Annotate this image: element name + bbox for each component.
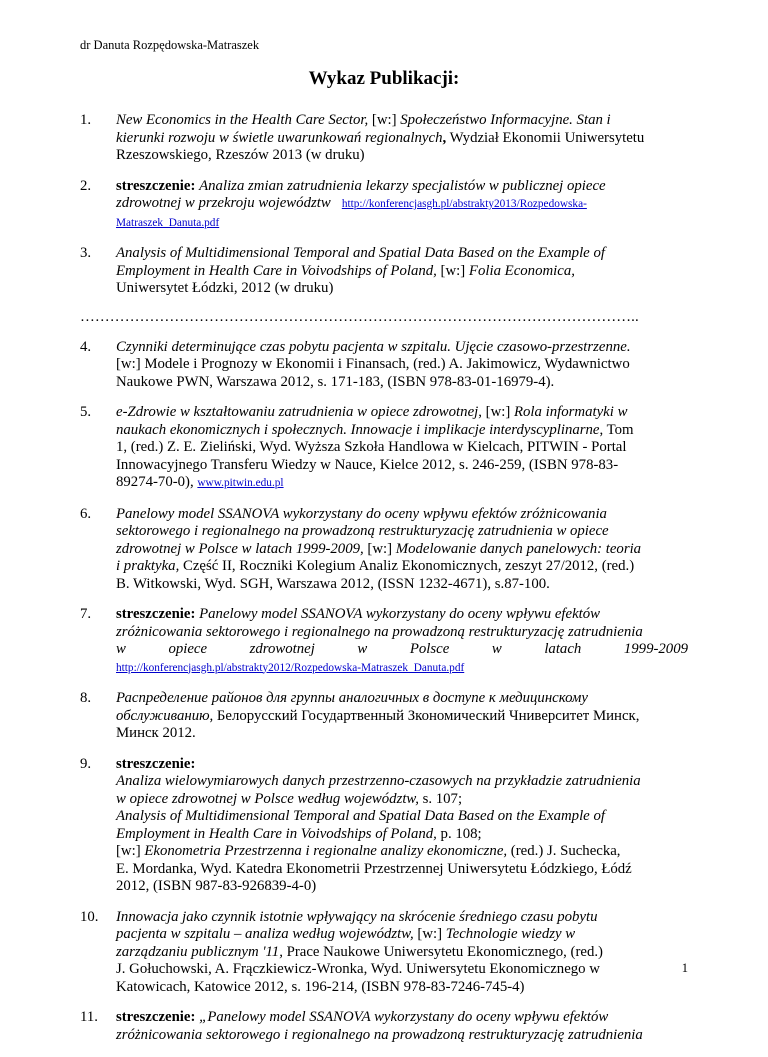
text: , bbox=[442, 129, 447, 146]
publication-item-6 bbox=[80, 506, 688, 594]
text: „Panelowy model SSANOVA wykorzystany do oceny wpływu efektów bbox=[199, 1009, 609, 1025]
text: , Tom bbox=[599, 421, 634, 438]
text: 89274-70-0), bbox=[116, 474, 198, 490]
text: Panelowy model SSANOVA wykorzystany do oceny wpływu efektów bbox=[199, 606, 601, 622]
item-number: 2. bbox=[80, 177, 92, 194]
publication-item-9 bbox=[80, 756, 688, 896]
text: [w:] bbox=[116, 843, 145, 859]
text: Wydział Ekonomii Uniwersytetu bbox=[446, 129, 645, 146]
text: обслуживанию, bbox=[116, 707, 214, 724]
item-number: 8. bbox=[80, 690, 92, 706]
text: Innowacyjnego Transferu Wiedzy w Nauce, Kielce 2012, s. 246-259, (ISBN 978-83- bbox=[116, 456, 619, 473]
item-number: 3. bbox=[80, 245, 92, 261]
text: Modelowanie danych panelowych: teoria bbox=[395, 540, 642, 557]
text: [w:] bbox=[436, 262, 469, 279]
text: Czynniki determinujące czas pobytu pacjenta w szpitalu. Ujęcie czasowo-przestrzenne. bbox=[116, 338, 631, 355]
text: p. 108; bbox=[436, 825, 482, 842]
text: Белорусский Государтвенный Зкономический Чниверситет Минск, bbox=[213, 707, 640, 724]
publication-item-11 bbox=[80, 1009, 688, 1044]
text: J. Gołuchowski, A. Frączkiewicz-Wronka, Wyd. Uniwersytetu Ekonomicznego w bbox=[116, 961, 600, 977]
text: Polsce bbox=[409, 641, 450, 657]
item-number: 1. bbox=[80, 112, 92, 128]
abstract-link[interactable]: http://konferencjasgh.pl/abstrakty2012/Rozpedowska-Matraszek_Danuta.pdf bbox=[116, 661, 465, 674]
text: w bbox=[491, 641, 502, 657]
text: Analysis of Multidimensional Temporal and Spatial Data Based on the Example of bbox=[116, 808, 605, 824]
text: kierunki rozwoju w świetle uwarunkowań regionalnych bbox=[116, 129, 443, 146]
item-number: 6. bbox=[80, 505, 92, 522]
abstract-link[interactable]: http://konferencjasgh.pl/abstrakty2013/Rozpedowska- bbox=[341, 198, 587, 210]
text: naukach ekonomicznych i społecznych. Innowacje i implikacje interdyscyplinarne bbox=[116, 421, 600, 438]
text: latach bbox=[544, 641, 582, 657]
text: Panelowy model SSANOVA wykorzystany do oceny wpływu efektów zróżnicowania bbox=[116, 505, 607, 522]
text: pacjenta w szpitalu – analiza według województw, bbox=[116, 926, 414, 942]
abstract-label: streszczenie: bbox=[116, 177, 196, 194]
item-number: 4. bbox=[80, 338, 92, 355]
item-number: 7. bbox=[80, 606, 92, 622]
text: Społeczeństwo Informacyjne. Stan i bbox=[400, 112, 611, 128]
abstract-link-cont[interactable]: Matraszek_Danuta.pdf bbox=[116, 216, 220, 229]
text: zróżnicowania sektorowego i regionalnego na prowadzoną restrukturyzację zatrudnienia bbox=[116, 623, 643, 640]
publication-item-3 bbox=[80, 245, 688, 298]
publication-item-7 bbox=[80, 606, 688, 677]
text: Analiza zmian zatrudnienia lekarzy specjalistów w publicznej opiece bbox=[199, 177, 606, 194]
publication-list bbox=[80, 112, 688, 1057]
text: Rola informatyki w bbox=[514, 404, 628, 420]
text: zdrowotnej w przekroju województw bbox=[116, 195, 331, 211]
text: , [w:] bbox=[478, 404, 514, 420]
page-number: 1 bbox=[681, 961, 688, 975]
text: zarządzaniu publicznym '11, bbox=[116, 943, 283, 960]
text: Employment in Health Care in Voivodships of Poland, bbox=[116, 262, 437, 279]
text: [w:] bbox=[363, 540, 396, 557]
text: Analysis of Multidimensional Temporal and Spatial Data Based on the Example of bbox=[116, 245, 605, 261]
publication-item-5 bbox=[80, 404, 688, 493]
publication-item-1 bbox=[80, 112, 688, 165]
page-title: Wykaz Publikacji: bbox=[308, 68, 460, 89]
text: 1, (red.) Z. E. Zieliński, Wyd. Wyższa Szkoła Handlowa w Kielcach, PITWIN - Portal bbox=[116, 439, 627, 455]
text: w bbox=[116, 641, 126, 657]
text: zdrowotnej bbox=[249, 641, 315, 657]
item-number: 9. bbox=[80, 755, 92, 772]
text: i praktyka, bbox=[116, 558, 180, 574]
item-number: 11. bbox=[80, 1009, 98, 1025]
publication-title: New Economics in the Health Care Sector, bbox=[116, 112, 369, 128]
text: sektorowego i regionalnego na prowadzoną restrukturyzację zatrudnienia w opiece bbox=[116, 523, 609, 539]
abstract-label: streszczenie: bbox=[116, 1009, 196, 1025]
pitwin-link[interactable]: www.pitwin.edu.pl bbox=[197, 477, 284, 489]
publication-item-4 bbox=[80, 339, 688, 392]
text: Распределение районов для группы аналогичных в доступе к медицинскому bbox=[116, 690, 588, 706]
text: Rzeszowskiego, Rzeszów 2013 (w druku) bbox=[116, 147, 365, 163]
text: zróżnicowania sektorowego i regionalnego na prowadzoną restrukturyzację zatrudnienia bbox=[116, 1026, 643, 1043]
text: Минск 2012. bbox=[116, 725, 196, 741]
publication-item-10 bbox=[80, 909, 688, 997]
text: opiece bbox=[168, 641, 208, 657]
text: Katowicach, Katowice 2012, s. 196-214, (ISBN 978-83-7246-745-4) bbox=[116, 978, 525, 995]
text: [w:] bbox=[413, 926, 446, 942]
text: Innowacja jako czynnik istotnie wpływający na skrócenie średniego czasu pobytu bbox=[116, 908, 598, 925]
text: Naukowe PWN, Warszawa 2012, s. 171-183, (ISBN 978-83-01-16979-4). bbox=[116, 373, 555, 390]
text: (red.) J. Suchecka, bbox=[507, 843, 621, 859]
text: s. 107; bbox=[418, 790, 463, 807]
text: Prace Naukowe Uniwersytetu Ekonomicznego, (red.) bbox=[282, 943, 603, 960]
text: E. Mordanka, Wyd. Katedra Ekonometrii Przestrzennej Uniwersytetu Łódzkiego, Łódź bbox=[116, 860, 632, 877]
text: Technologie wiedzy w bbox=[445, 926, 576, 942]
text: [w:] Modele i Prognozy w Ekonomii i Finansach, (red.) A. Jakimowicz, Wydawnictwo bbox=[116, 356, 630, 372]
abstract-label: streszczenie: bbox=[116, 606, 196, 622]
text: 1999-2009 bbox=[623, 641, 688, 657]
text: B. Witkowski, Wyd. SGH, Warszawa 2012, (ISSN 1232-4671), s.87-100. bbox=[116, 575, 550, 592]
publication-item-2 bbox=[80, 178, 688, 233]
text: Folia Economica, bbox=[468, 262, 575, 279]
separator-line: ………………………………………………………………………………………………….. bbox=[80, 308, 639, 325]
text: w bbox=[357, 641, 368, 657]
text: Employment in Health Care in Voivodships of Poland, bbox=[116, 825, 437, 842]
text: [w:] bbox=[368, 112, 401, 128]
abstract-label: streszczenie: bbox=[116, 755, 196, 772]
text: Uniwersytet Łódzki, 2012 (w druku) bbox=[116, 280, 334, 296]
header-author: dr Danuta Rozpędowska-Matraszek bbox=[80, 38, 260, 52]
item-number: 5. bbox=[80, 404, 92, 420]
publication-item-8 bbox=[80, 690, 688, 743]
text: zdrowotnej w Polsce w latach 1999-2009, bbox=[116, 540, 364, 557]
text: 2012, (ISBN 987-83-926839-4-0) bbox=[116, 878, 317, 894]
item-number: 10. bbox=[80, 908, 99, 925]
text: w opiece zdrowotnej w Polsce według województw, bbox=[116, 790, 419, 807]
text: Część II, Roczniki Kolegium Analiz Ekonomicznych, zeszyt 27/2012, (red.) bbox=[179, 558, 635, 574]
text: e-Zdrowie w kształtowaniu zatrudnienia w opiece zdrowotnej bbox=[116, 404, 479, 420]
text: Ekonometria Przestrzenna i regionalne analizy ekonomiczne, bbox=[144, 843, 508, 859]
text: Analiza wielowymiarowych danych przestrzenno-czasowych na przykładzie zatrudnienia bbox=[116, 773, 641, 789]
